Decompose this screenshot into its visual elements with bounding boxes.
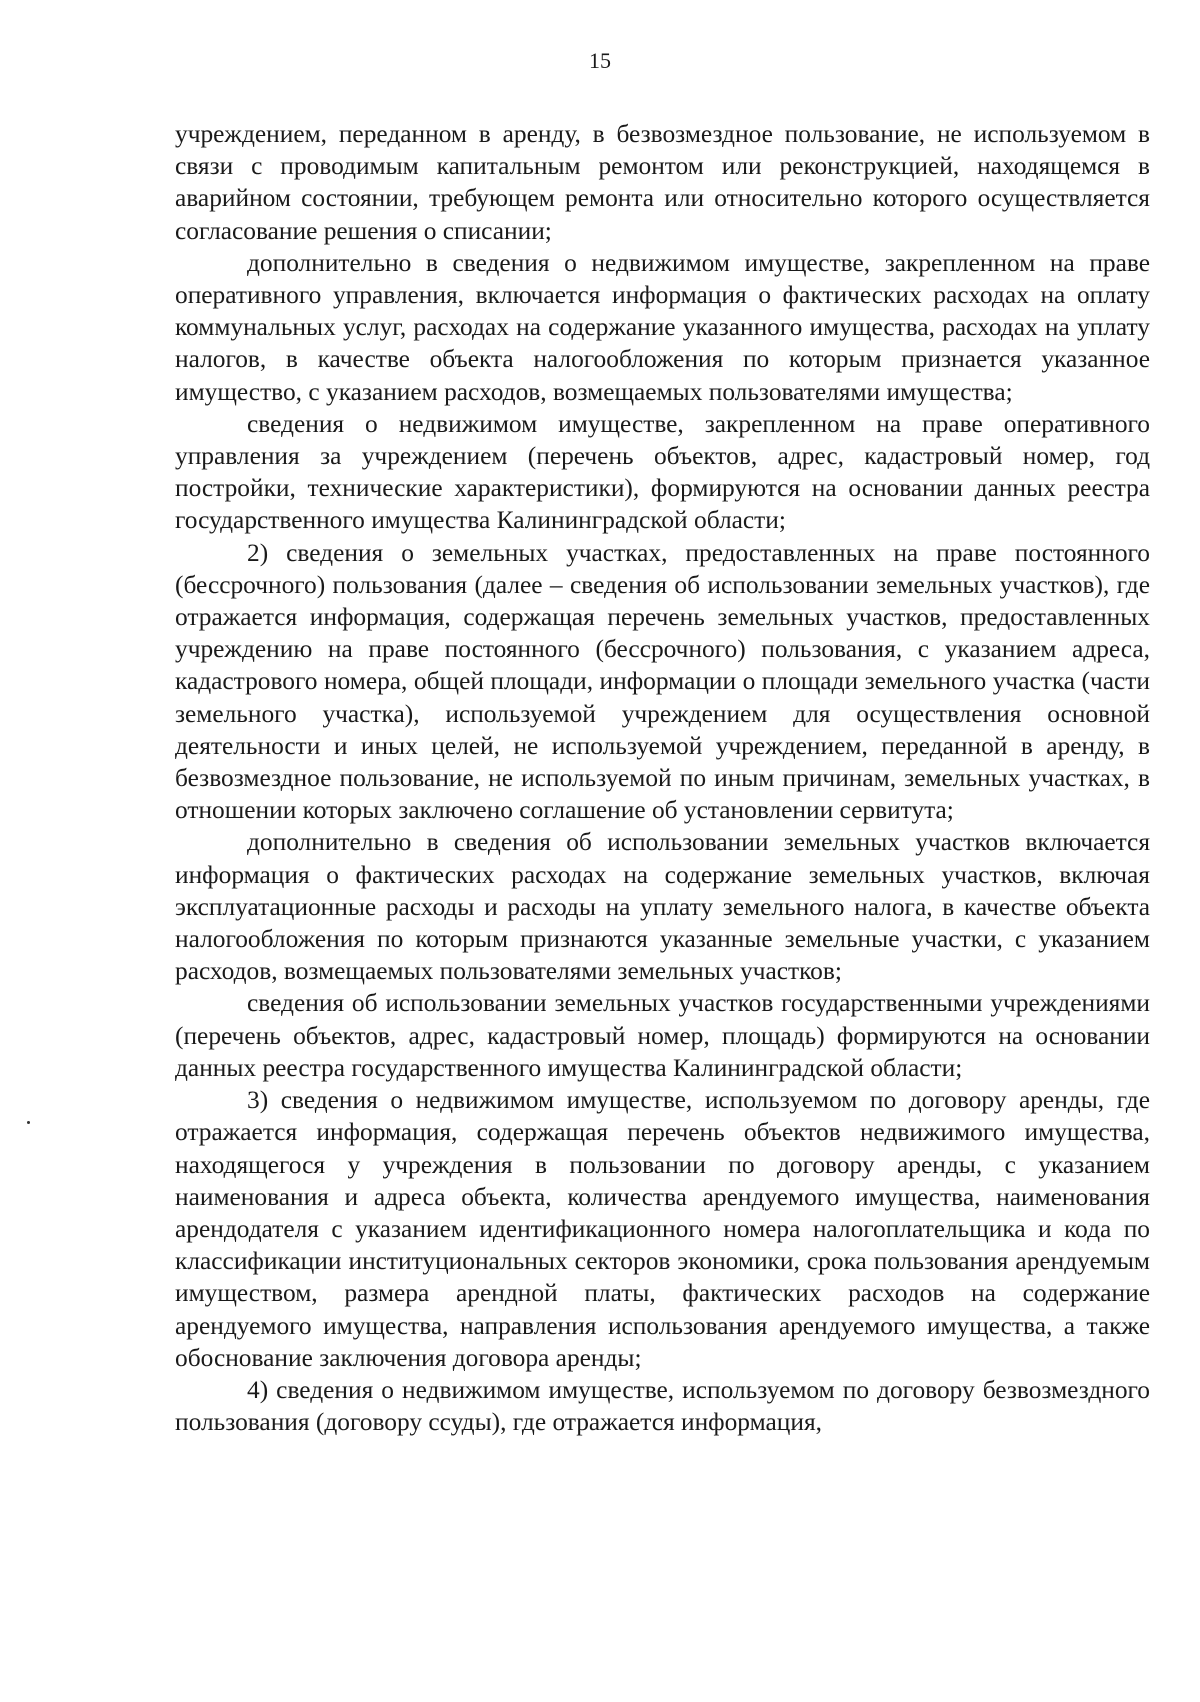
page-number: 15	[589, 48, 611, 73]
document-body	[175, 118, 1150, 1438]
paragraph-free-use-agreement: 4) сведения о недвижимом имуществе, используемом по договору безвозмездного пользования (договору ссуды), где отражается информация,	[175, 1375, 1150, 1437]
paragraph-land-expenses: дополнительно в сведения об использовании земельных участков включается информация о фактических расходах на содержание земельных участков, включая эксплуатационные расходы и расходы на уплату земельного налога, в качестве объекта налогообложения по которым признаются указанные земельные участки, с указанием расходов, возмещаемых пользователями земельных участков;	[175, 828, 1150, 986]
paragraph-operational-expenses: дополнительно в сведения о недвижимом имуществе, закрепленном на праве оперативного управления, включается информация о фактических расходах на оплату коммунальных услуг, расходах на содержание указанного имущества, расходах на уплату налогов, в качестве объекта налогообложения по которым признается указанное имущество, с указанием расходов, возмещаемых пользователями имущества;	[175, 248, 1150, 406]
scan-speck	[27, 1121, 30, 1124]
paragraph-land-registry: сведения об использовании земельных участков государственными учреждениями (перечень объектов, адрес, кадастровый номер, площадь) формируются на основании данных реестра государственного имущества Калининградской области;	[175, 989, 1150, 1082]
paragraph-operational-registry: сведения о недвижимом имуществе, закрепленном на праве оперативного управления за учреждением (перечень объектов, адрес, кадастровый номер, год постройки, технические характеристики), формируются на основании данных реестра государственного имущества Калининградской области;	[175, 409, 1150, 535]
paragraph-lease-status-continuation: учреждением, переданном в аренду, в безвозмездное пользование, не используемом в связи с проводимым капитальным ремонтом или реконструкцией, находящемся в аварийном состоянии, требующем ремонта или относительно которого осуществляется согласование решения о списании;	[175, 120, 1150, 245]
paragraph-land-plots: 2) сведения о земельных участках, предоставленных на праве постоянного (бессрочного) пользования (далее – сведения об использовании земельных участков), где отражается информация, содержащая перечень земельных участков, предоставленных учреждению на праве постоянного (бессрочного) пользования, с указанием адреса, кадастрового номера, общей площади, информации о площади земельного участка (части земельного участка), используемой учреждением для осуществления основной деятельности и иных целей, не используемой учреждением, переданной в аренду, в безвозмездное пользование, не используемой по иным причинам, земельных участках, в отношении которых заключено соглашение об установлении сервитута;	[175, 538, 1150, 825]
paragraph-lease-agreement: 3) сведения о недвижимом имуществе, используемом по договору аренды, где отражается информация, содержащая перечень объектов недвижимого имущества, находящегося у учреждения в пользовании по договору аренды, с указанием наименования и адреса объекта, количества арендуемого имущества, наименования арендодателя с указанием идентификационного номера налогоплательщика и кода по классификации институциональных секторов экономики, срока пользования арендуемым имуществом, размера арендной платы, фактических расходов на содержание арендуемого имущества, направления использования арендуемого имущества, а также обоснование заключения договора аренды;	[175, 1086, 1150, 1372]
